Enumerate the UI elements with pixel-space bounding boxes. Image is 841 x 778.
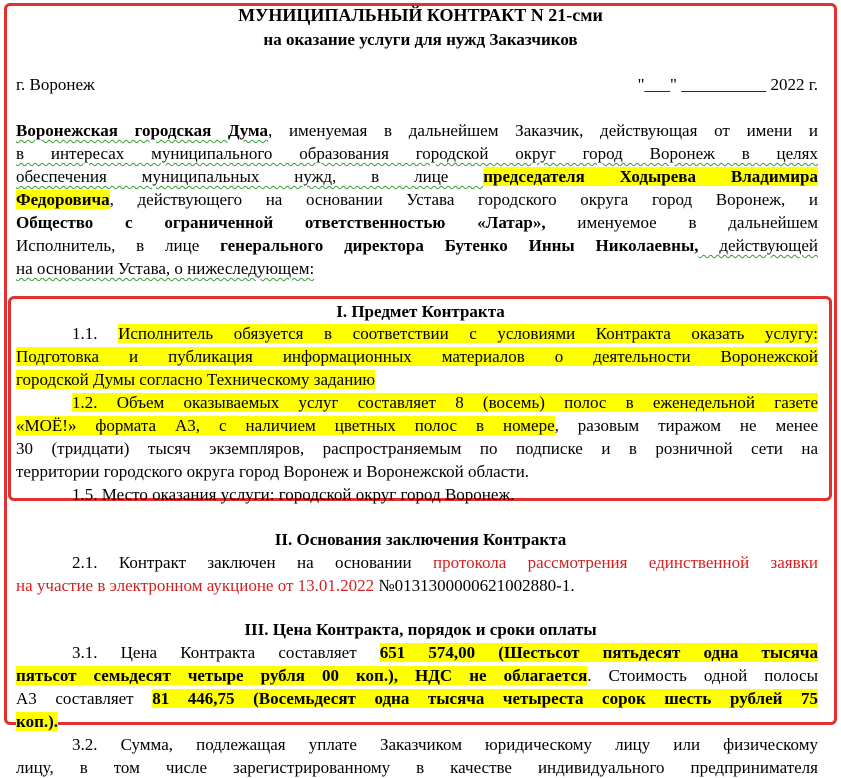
chairman-name: председателя Ходырева Владимира xyxy=(483,167,818,186)
page-price: 81 446,75 (Восемьдесят одна тысяча четыреста сорок шесть рублей 75 xyxy=(152,689,818,708)
clause-1-1-line-3: городской Думы согласно Техническому заданию xyxy=(16,370,376,389)
customer-name: Воронежская городская Дума xyxy=(16,121,268,140)
contract-price: 651 574,00 (Шестьсот пятьдесят одна тысяча xyxy=(379,643,818,662)
clause-1-1-line-2: Подготовка и публикация информационных материалов о деятельности Воронежской xyxy=(16,347,818,366)
clause-1-1-line-1: 1.1. Исполнитель обязуется в соответствии с условиями Контракта оказать услугу: xyxy=(72,324,818,343)
city: г. Воронеж xyxy=(16,75,95,94)
clause-3-1-line-1: 3.1. Цена Контракта составляет 651 574,00 (Шестьсот пятьдесят одна тысяча xyxy=(72,643,818,662)
city-date-line xyxy=(16,75,818,95)
clause-3-1-line-2: пятьсот семьдесят четыре рубля 00 коп.), НДС не облагается. Стоимость одной полосы xyxy=(16,666,818,685)
clause-1-5: 1.5. Место оказания услуги: городской округ город Воронеж. xyxy=(72,485,515,504)
clause-3-2-line-2: лицу, в том числе зарегистрированному в качестве индивидуального предпринимателя xyxy=(16,758,818,777)
clause-1-2-line-3: 30 (тридцати) тысяч экземпляров, распространяемым по подписке и в розничной сети на xyxy=(16,439,818,458)
contractor-name: Общество с ограниченной ответственностью «Латар», xyxy=(16,213,546,232)
director-name: генерального директора Бутенко Инны Николаевны, xyxy=(220,236,699,255)
clause-3-2-line-1: 3.2. Сумма, подлежащая уплате Заказчиком юридическому лицу или физическому xyxy=(72,735,818,754)
preamble-line-3: обеспечения муниципальных нужд, в лице председателя Ходырева Владимира xyxy=(16,167,818,186)
preamble-line-2: в интересах муниципального образования городской округ город Воронеж в целях xyxy=(16,144,818,163)
section2-heading: II. Основания заключения Контракта xyxy=(274,530,567,549)
clause-1-2-line-2: «МОЁ!» формата А3, с наличием цветных полос в номере, разовым тиражом не менее xyxy=(16,416,818,435)
section1-heading: I. Предмет Контракта xyxy=(336,302,505,321)
clause-2-1-line-2: на участие в электронном аукционе от 13.01.2022 №0131300000621002880-1. xyxy=(16,576,575,595)
protocol-reference: протокола рассмотрения единственной заявки xyxy=(432,553,818,572)
preamble-line-7: на основании Устава, о нижеследующем: xyxy=(16,259,315,278)
preamble-line-1: Воронежская городская Дума, именуемая в дальнейшем Заказчик, действующая от имени и xyxy=(16,121,818,140)
clause-2-1-line-1: 2.1. Контракт заключен на основании протокола рассмотрения единственной заявки xyxy=(72,553,818,572)
contract-subtitle: на оказание услуги для нужд Заказчиков xyxy=(263,30,578,49)
section3-heading: III. Цена Контракта, порядок и сроки оплаты xyxy=(244,620,597,639)
clause-1-2-line-4: территории городского округа город Воронеж и Воронежской области. xyxy=(16,462,530,481)
contract-title: МУНИЦИПАЛЬНЫЙ КОНТРАКТ N 21-сми xyxy=(238,5,603,25)
clause-3-1-line-4: коп.). xyxy=(16,712,59,731)
preamble-line-4: Федоровича, действующего на основании Устава городского округа город Воронеж, и xyxy=(16,190,818,209)
clause-3-1-line-3: А3 составляет 81 446,75 (Восемьдесят одна тысяча четыреста сорок шесть рублей 75 xyxy=(16,689,818,708)
preamble-line-6: Исполнитель, в лице генерального директора Бутенко Инны Николаевны, действующей xyxy=(16,236,818,255)
clause-1-2-line-1: 1.2. Объем оказываемых услуг составляет 8 (восемь) полос в еженедельной газете xyxy=(72,393,818,412)
preamble-line-5: Общество с ограниченной ответственностью «Латар», именуемое в дальнейшем xyxy=(16,213,818,232)
date: "___" __________ 2022 г. xyxy=(637,75,818,94)
